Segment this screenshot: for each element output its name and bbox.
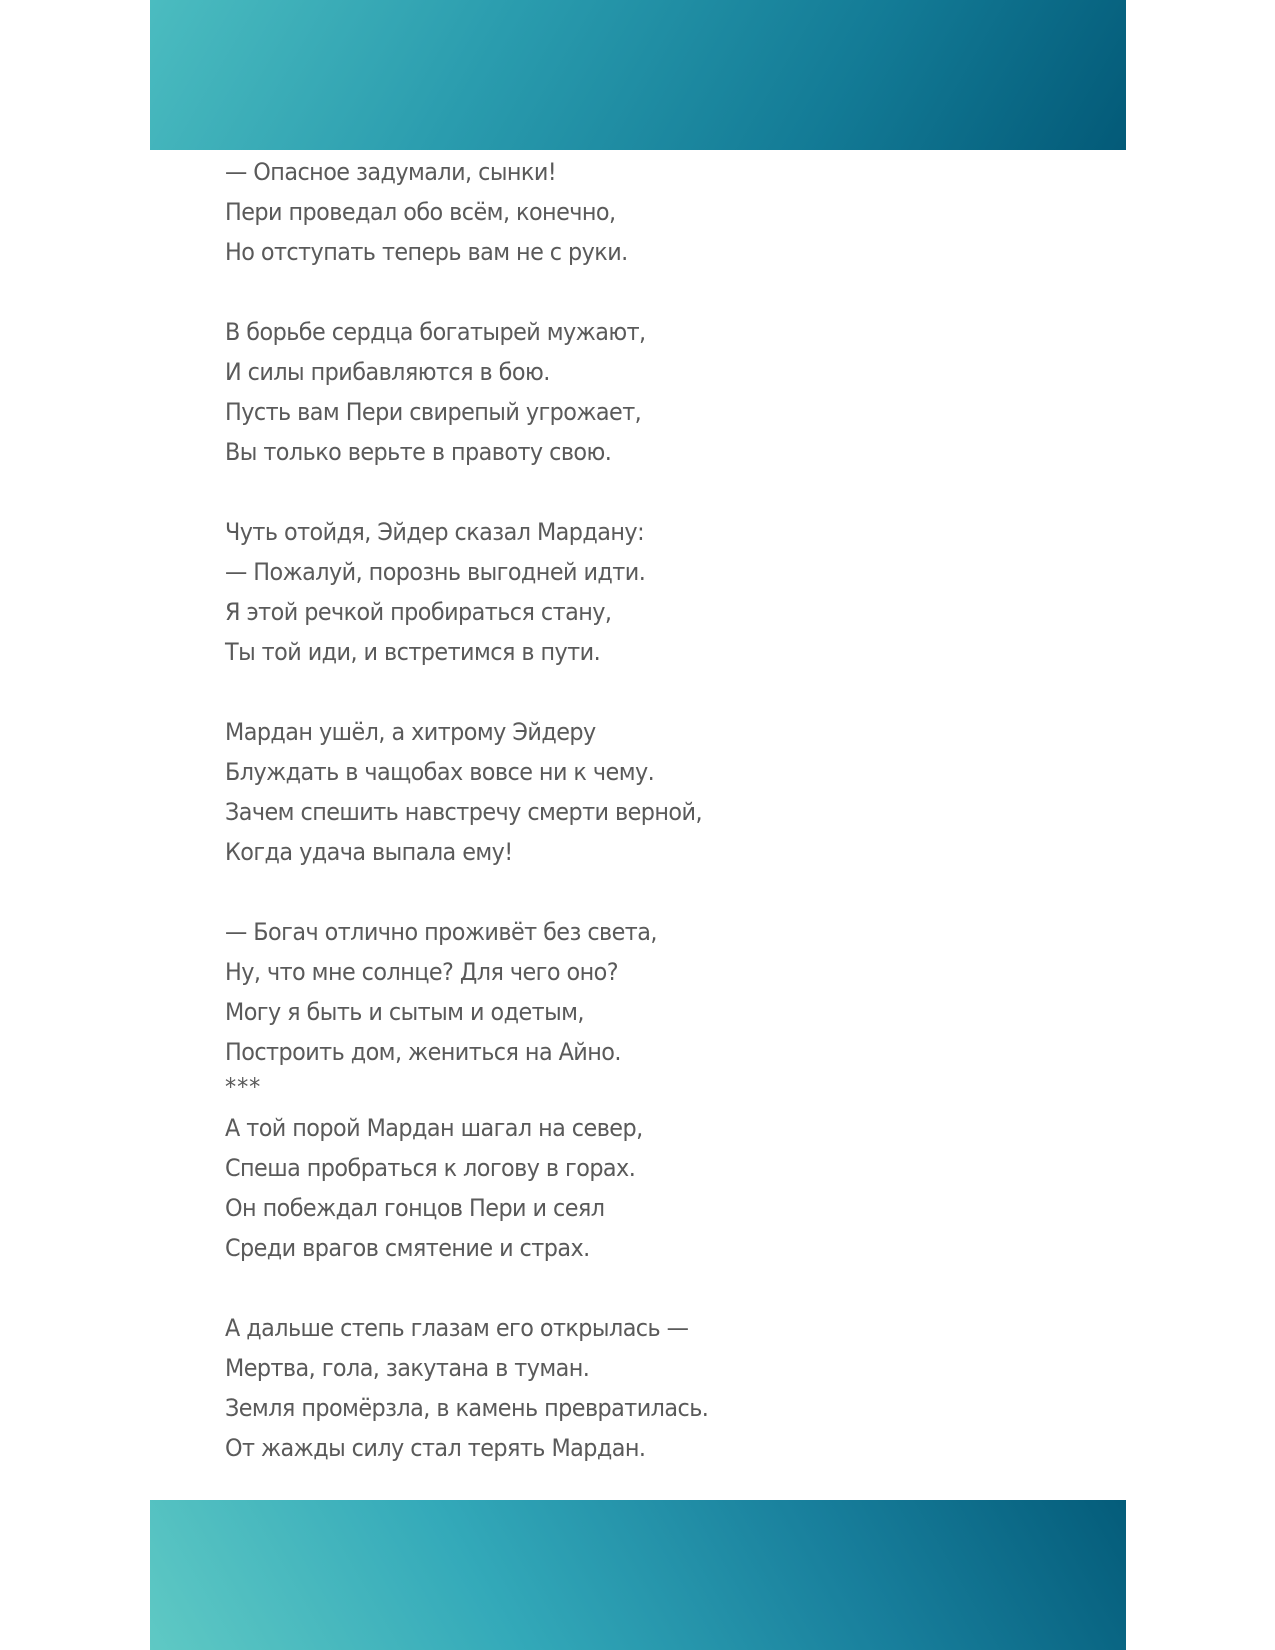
header-banner (150, 0, 1126, 150)
stanza-gap (225, 872, 969, 912)
stanza-gap (225, 272, 969, 312)
poem-text (225, 152, 969, 1468)
poem-line: Зачем спешить навстречу смерти верной, (225, 798, 703, 826)
stanza (225, 712, 969, 872)
footer-banner (150, 1500, 1126, 1650)
stanza-gap (225, 472, 969, 512)
stanza (225, 512, 969, 672)
poem-line: Но отступать теперь вам не с руки. (225, 238, 628, 266)
poem-line: Пери проведал обо всём, конечно, (225, 198, 616, 226)
stanza (225, 912, 969, 1072)
poem-line: Ну, что мне солнце? Для чего оно? (225, 958, 618, 986)
poem-line: А той порой Мардан шагал на север, (225, 1114, 643, 1142)
poem-line: Я этой речкой пробираться стану, (225, 598, 612, 626)
stanza (225, 152, 969, 272)
stanza-gap (225, 1268, 969, 1308)
poem-line: — Опасное задумали, сынки! (225, 158, 557, 186)
poem-line: Построить дом, жениться на Айно. (225, 1038, 621, 1066)
poem-line: Мертва, гола, закутана в туман. (225, 1354, 590, 1382)
poem-line: Среди врагов смятение и страх. (225, 1234, 590, 1262)
poem-line: Земля промёрзла, в камень превратилась. (225, 1394, 709, 1422)
poem-line: Ты той иди, и встретимся в пути. (225, 638, 601, 666)
poem-line: Когда удача выпала ему! (225, 838, 513, 866)
poem-line: Спеша пробраться к логову в горах. (225, 1154, 636, 1182)
poem-line: Пусть вам Пери свирепый угрожает, (225, 398, 642, 426)
poem-line: В борьбе сердца богатырей мужают, (225, 318, 646, 346)
poem-line: — Пожалуй, порознь выгодней идти. (225, 558, 646, 586)
poem-line: И силы прибавляются в бою. (225, 358, 550, 386)
stanza-gap (225, 672, 969, 712)
poem-line: От жажды силу стал терять Мардан. (225, 1434, 646, 1462)
poem-line: Блуждать в чащобах вовсе ни к чему. (225, 758, 655, 786)
poem-line: — Богач отлично проживёт без света, (225, 918, 657, 946)
stanza (225, 312, 969, 472)
poem-line: Мардан ушёл, а хитрому Эйдеру (225, 718, 596, 746)
poem-line: Чуть отойдя, Эйдер сказал Мардану: (225, 518, 645, 546)
section-separator: *** (225, 1073, 262, 1101)
poem-line: Он побеждал гонцов Пери и сеял (225, 1194, 605, 1222)
poem-line: Вы только верьте в правоту свою. (225, 438, 612, 466)
poem-line: Могу я быть и сытым и одетым, (225, 998, 584, 1026)
stanza (225, 1108, 969, 1268)
stanza (225, 1308, 969, 1468)
poem-line: А дальше степь глазам его открылась — (225, 1314, 689, 1342)
